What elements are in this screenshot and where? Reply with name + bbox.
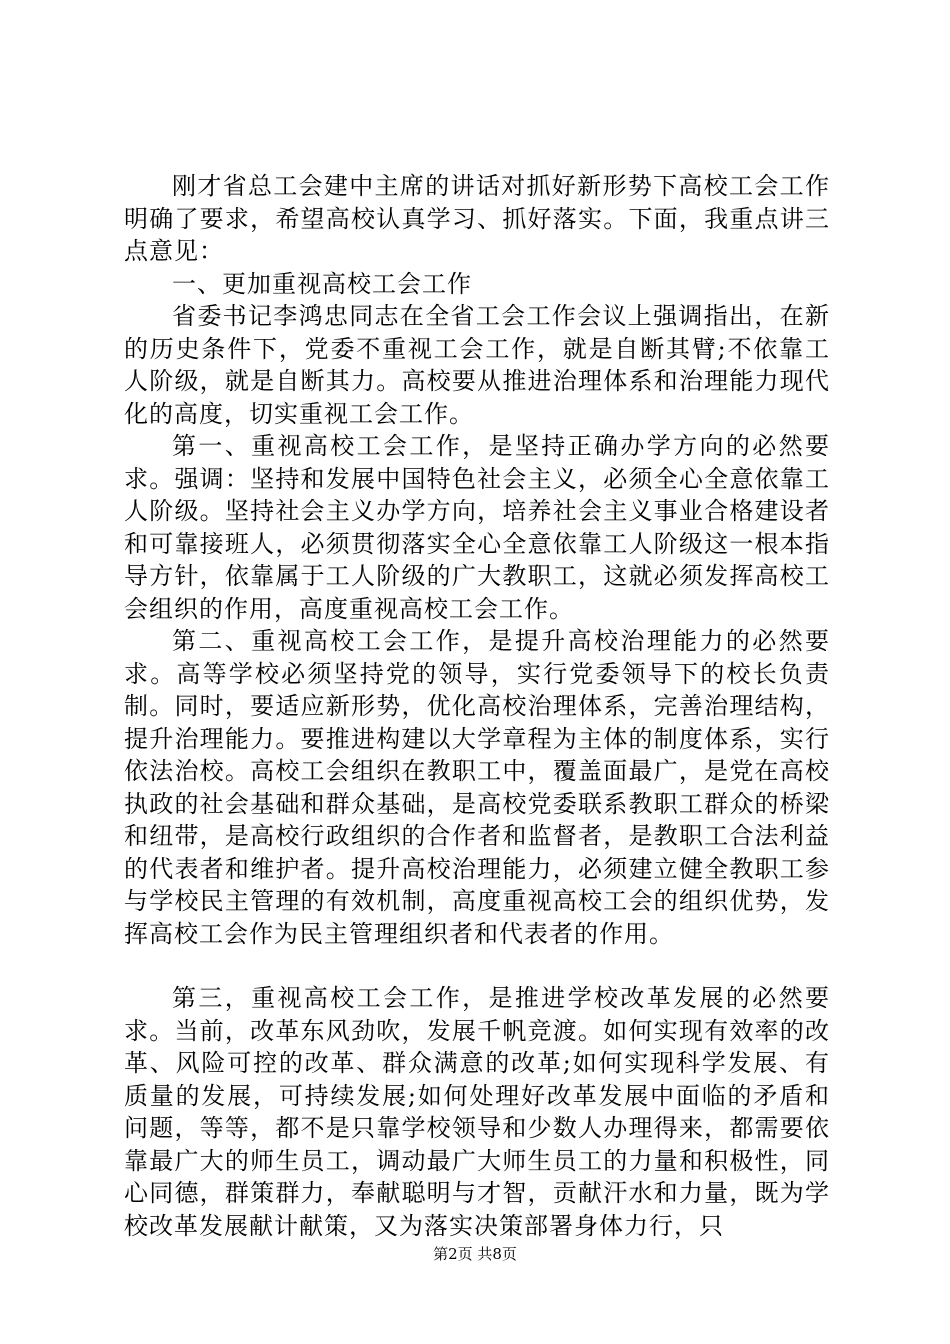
page-number-label: 第2页 共8页 [433,1245,517,1263]
point-one-paragraph: 第一、重视高校工会工作，是坚持正确办学方向的必然要求。强调：坚持和发展中国特色社会主义，必须全心全意依靠工人阶级。坚持社会主义办学方向，培养社会主义事业合格建设者和可靠接班人，必须贯彻落实全心全意依靠工人阶级这一根本指导方针，依靠属于工人阶级的广大教职工，这就必须发挥高校工会组织的作用，高度重视高校工会工作。 [124,432,830,623]
page-footer [0,1243,950,1264]
point-two-paragraph: 第二、重视高校工会工作，是提升高校治理能力的必然要求。高等学校必须坚持党的领导，实行党委领导下的校长负责制。同时，要适应新形势，优化高校治理体系，完善治理结构，提升治理能力。要推进构建以大学章程为主体的制度体系，实行依法治校。高校工会组织在教职工中，覆盖面最广，是党在高校执政的社会基础和群众基础，是高校党委联系教职工群众的桥梁和纽带，是高校行政组织的合作者和监督者，是教职工合法利益的代表者和维护者。提升高校治理能力，必须建立健全教职工参与学校民主管理的有效机制，高度重视高校工会的组织优势，发挥高校工会作为民主管理组织者和代表者的作用。 [124,627,830,948]
document-body [124,170,830,1242]
section-heading: 一、更加重视高校工会工作 [172,269,472,298]
intro-paragraph: 刚才省总工会建中主席的讲话对抓好新形势下高校工会工作明确了要求，希望高校认真学习、抓好落实。下面，我重点讲三点意见： [124,172,830,265]
point-three-paragraph: 第三，重视高校工会工作，是推进学校改革发展的必然要求。当前，改革东风劲吹，发展千帆竞渡。如何实现有效率的改革、风险可控的改革、群众满意的改革;如何实现科学发展、有质量的发展，可持续发展;如何处理好改革发展中面临的矛盾和问题，等等，都不是只靠学校领导和少数人办理得来，都需要依靠最广大的师生员工，调动最广大师生员工的力量和积极性，同心同德，群策群力，奉献聪明与才智，贡献汗水和力量，既为学校改革发展献计献策，又为落实决策部署身体力行，只 [124,984,830,1240]
body-paragraph: 省委书记李鸿忠同志在全省工会工作会议上强调指出，在新的历史条件下，党委不重视工会工作，就是自断其臂;不依靠工人阶级，就是自断其力。高校要从推进治理体系和治理能力现代化的高度，切实重视工会工作。 [124,302,830,428]
